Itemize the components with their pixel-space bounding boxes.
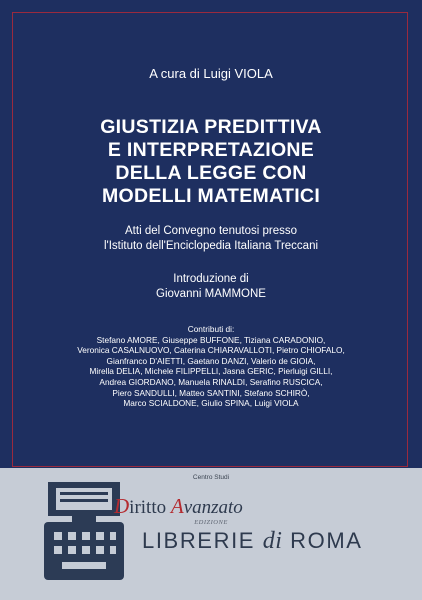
intro-line: Introduzione di <box>173 273 249 285</box>
title-line: MODELLI MATEMATICI <box>101 185 321 207</box>
publisher-word-2: ROMA <box>290 528 363 553</box>
contributors-line: Veronica CASALNUOVO, Caterina CHIARAVALLOTI, Pietro CHIOFALO, <box>77 345 345 356</box>
intro-line: Giovanni MAMMONE <box>156 288 266 300</box>
contributors-line: Gianfranco D'AIETTI, Gaetano DANZI, Valerio de GIOIA, <box>106 355 316 366</box>
title-line: GIUSTIZIA PREDITTIVA <box>100 116 322 138</box>
publisher-word-1: LIBRERIE <box>142 528 256 553</box>
publisher-word-di: di <box>262 528 283 554</box>
introduction <box>20 272 402 302</box>
book-subtitle <box>20 224 402 254</box>
series-initial-d: D <box>114 494 130 518</box>
contributors-line: Piero SANDULLI, Matteo SANTINI, Stefano SCHIRÒ, <box>112 387 310 398</box>
contributors-line: Stefano AMORE, Giuseppe BUFFONE, Tiziana CARADONIO, <box>96 334 326 345</box>
series-word-1: iritto <box>129 497 171 518</box>
contributors-heading: Contributi di: <box>187 324 235 334</box>
contributors-line: Mirella DELIA, Michele FILIPPELLI, Jasna GERIC, Pierluigi GILLI, <box>89 366 333 377</box>
title-line: DELLA LEGGE CON <box>115 162 307 184</box>
publisher-name <box>142 528 363 555</box>
series-initial-a: A <box>170 494 184 518</box>
contributors <box>14 324 408 409</box>
title-line: E INTERPRETAZIONE <box>107 139 315 161</box>
centro-studi-label: Centro Studi <box>192 474 230 481</box>
contributors-line: Andrea GIORDANO, Manuela RINALDI, Serafino RUSCICA, <box>99 376 323 387</box>
subtitle-line: Atti del Convegno tenutosi presso <box>125 225 297 237</box>
subtitle-line: l'Istituto dell'Enciclopedia Italiana Treccani <box>103 240 319 252</box>
series-word-2: vanzato <box>183 497 243 518</box>
edizione-label: EDIZIONE <box>194 519 228 526</box>
series-name <box>114 494 243 519</box>
contributors-line: Marco SCIALDONE, Giulio SPINA, Luigi VIOLA <box>123 398 299 409</box>
book-title <box>20 116 402 208</box>
editor-line: A cura di Luigi VIOLA <box>149 66 273 81</box>
